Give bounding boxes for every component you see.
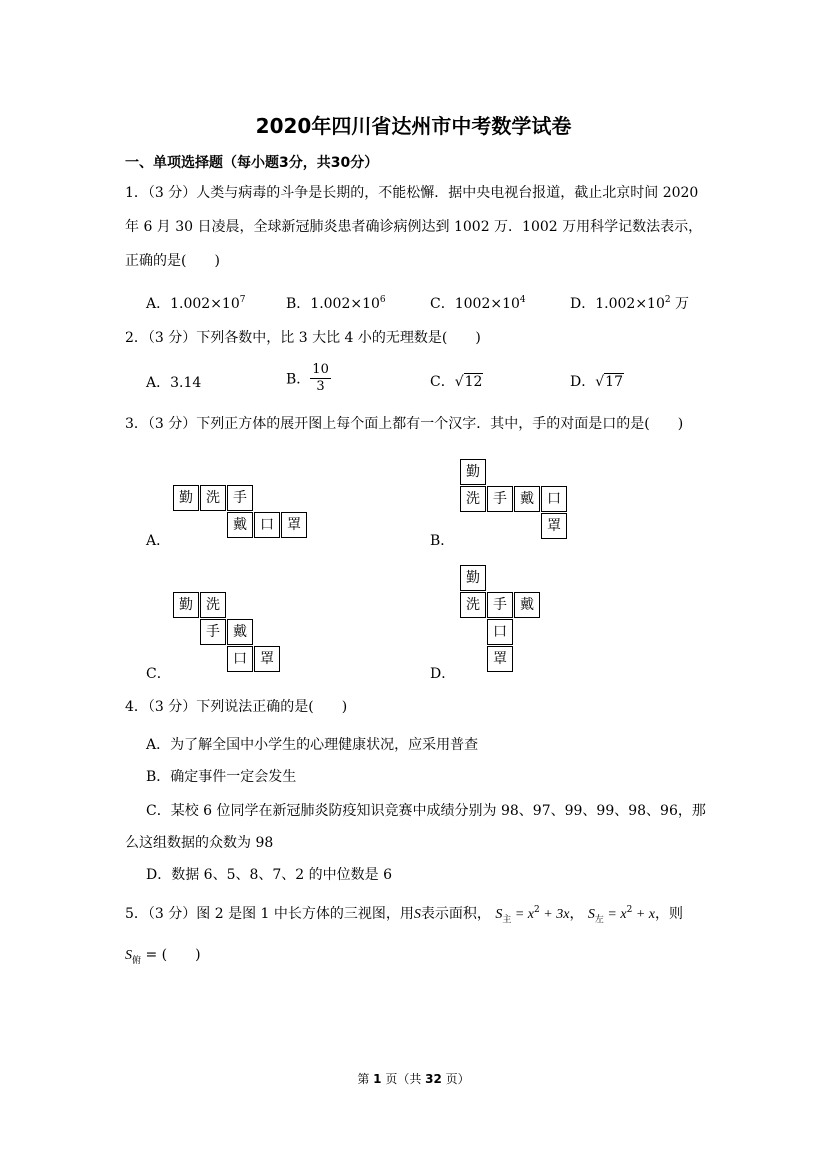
q4-option-b: B．确定事件一定会发生 bbox=[146, 769, 297, 785]
net-cell: 戴 bbox=[514, 592, 540, 618]
q4-option-c-line2: 么这组数据的众数为 98 bbox=[125, 835, 274, 851]
q5-line2: $S_俯$ = ( ) bbox=[125, 947, 201, 966]
q4-line1: 4．（3 分）下列说法正确的是( ) bbox=[125, 699, 348, 715]
net-cell: 勤 bbox=[173, 592, 199, 618]
net-cell: 戴 bbox=[514, 486, 540, 512]
net-cell: 口 bbox=[487, 619, 513, 645]
net-cell: 洗 bbox=[460, 592, 486, 618]
q3-option-a-label: A． bbox=[146, 533, 171, 549]
q5-line1: 5．（3 分）图 2 是图 1 中长方体的三视图，用S表示面积， $S_主 = x^2 + 3x$， $S_左 = x^2 + x$，则 bbox=[125, 905, 683, 925]
net-cell: 洗 bbox=[200, 485, 226, 511]
net-cell: 手 bbox=[487, 486, 513, 512]
q2-option-a: A．3.14 bbox=[146, 375, 202, 391]
q4-option-a: A．为了解全国中小学生的心理健康状况，应采用普查 bbox=[146, 737, 479, 753]
q3-option-d-label: D． bbox=[430, 666, 456, 682]
page-footer: 第 1 页（共 32 页） bbox=[357, 1072, 470, 1086]
net-cell: 罩 bbox=[541, 513, 567, 539]
net-cell: 洗 bbox=[460, 486, 486, 512]
net-cell: 勤 bbox=[460, 459, 486, 485]
q4-option-c-line1: C．某校 6 位同学在新冠肺炎防疫知识竞赛中成绩分别为 98、97、99、99、98、96，那 bbox=[146, 803, 706, 819]
sqrt-icon: √17 bbox=[595, 374, 623, 390]
net-cell: 口 bbox=[254, 512, 280, 538]
net-cell: 罩 bbox=[487, 646, 513, 672]
q4-option-d: D．数据 6、5、8、7、2 的中位数是 6 bbox=[146, 867, 393, 883]
fraction: $\frac{10}{3}$ bbox=[312, 362, 329, 394]
q1-option-d: D．$1.002\times 10^2$ 万 bbox=[570, 295, 690, 312]
net-cell: 手 bbox=[227, 485, 253, 511]
q1-option-b: B．$1.002\times 10^6$ bbox=[286, 295, 386, 312]
page-title: 2020年四川省达州市中考数学试卷 bbox=[255, 114, 572, 138]
q2-option-b: B． $\frac{10}{3}$ bbox=[286, 362, 329, 394]
q1-line3: 正确的是( ) bbox=[125, 253, 220, 269]
net-cell: 口 bbox=[541, 486, 567, 512]
net-cell: 手 bbox=[487, 592, 513, 618]
net-cell: 洗 bbox=[200, 592, 226, 618]
q3-option-c-label: C． bbox=[146, 666, 171, 682]
net-cell: 戴 bbox=[227, 512, 253, 538]
net-cell: 罩 bbox=[254, 646, 280, 672]
net-cell: 勤 bbox=[460, 565, 486, 591]
sqrt-icon: √12 bbox=[454, 374, 483, 390]
q2-line1: 2．（3 分）下列各数中，比 3 大比 4 小的无理数是( ) bbox=[125, 330, 481, 346]
net-cell: 勤 bbox=[173, 485, 199, 511]
net-cell: 罩 bbox=[281, 512, 307, 538]
q3-option-b-label: B． bbox=[430, 533, 455, 549]
q2-option-d: D．√17 bbox=[570, 374, 623, 390]
section-heading: 一、单项选择题（每小题3分，共30分） bbox=[125, 155, 379, 171]
q1-option-c: C．$1002\times 10^4$ bbox=[430, 295, 526, 312]
net-cell: 口 bbox=[227, 646, 253, 672]
q2-option-c: C．√12 bbox=[430, 374, 483, 390]
q1-option-a: A．$1.002\times 10^7$ bbox=[146, 295, 246, 312]
net-cell: 戴 bbox=[227, 619, 253, 645]
q1-line1: 1．（3 分）人类与病毒的斗争是长期的，不能松懈．据中央电视台报道，截止北京时间 2020 bbox=[125, 185, 699, 201]
q3-line1: 3．（3 分）下列正方体的展开图上每个面上都有一个汉字．其中，手的对面是口的是( ) bbox=[125, 416, 684, 432]
net-cell: 手 bbox=[200, 619, 226, 645]
q1-line2: 年 6 月 30 日凌晨，全球新冠肺炎患者确诊病例达到 1002 万．1002 万用科学记数法表示， bbox=[125, 219, 703, 235]
